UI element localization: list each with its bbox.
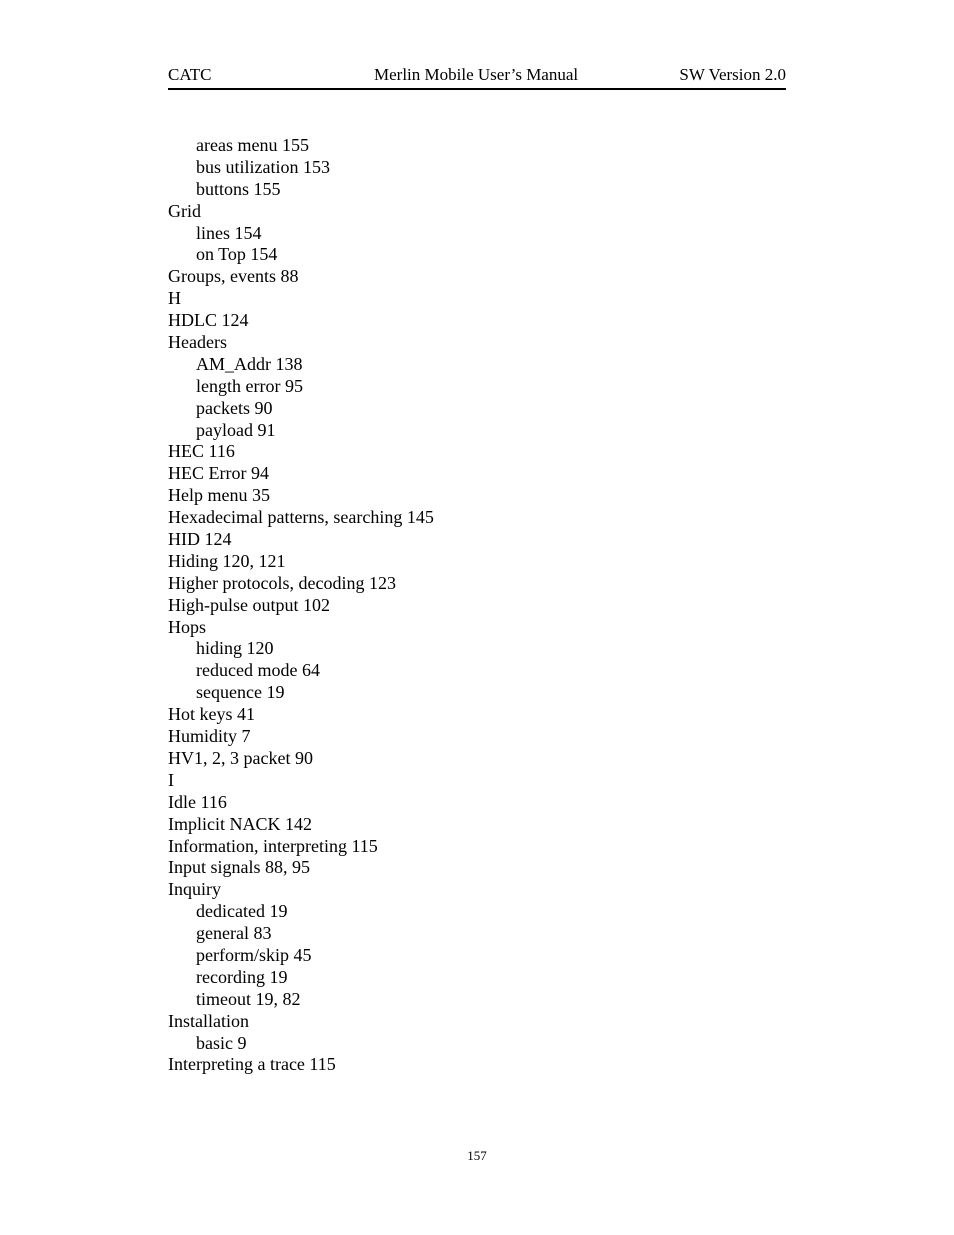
index-subentry: lines 154 (196, 222, 262, 243)
index-subentry: timeout 19, 82 (196, 988, 301, 1009)
index-entry: Hops (168, 616, 207, 637)
header-version: SW Version 2.0 (679, 65, 786, 84)
index-entry: HEC Error 94 (168, 463, 269, 484)
index-subentry: buttons 155 (196, 178, 281, 199)
index-subentry: general 83 (196, 923, 272, 944)
index-entry: HDLC 124 (168, 310, 249, 331)
index-entry: Idle 116 (168, 791, 227, 812)
index-subentry: perform/skip 45 (196, 944, 312, 965)
index-entry: Grid (168, 200, 201, 221)
index-subentry: bus utilization 153 (196, 156, 330, 177)
index-entry: I (168, 769, 174, 790)
index-list (168, 134, 786, 1075)
index-subentry: sequence 19 (196, 682, 285, 703)
index-subentry: length error 95 (196, 375, 303, 396)
index-entry: Input signals 88, 95 (168, 857, 310, 878)
index-entry: High-pulse output 102 (168, 594, 330, 615)
index-subentry: AM_Addr 138 (196, 353, 303, 374)
index-entry: Headers (168, 332, 227, 353)
index-entry: Higher protocols, decoding 123 (168, 572, 396, 593)
index-entry: HID 124 (168, 529, 232, 550)
index-subentry: dedicated 19 (196, 901, 288, 922)
header-manual-title: Merlin Mobile User’s Manual (374, 65, 579, 84)
index-subentry: reduced mode 64 (196, 660, 320, 681)
index-entry: HEC 116 (168, 441, 235, 462)
page-number: 157 (467, 1148, 487, 1163)
index-entry: Hiding 120, 121 (168, 550, 286, 571)
index-subentry: areas menu 155 (196, 135, 309, 155)
header-company: CATC (168, 65, 212, 84)
index-entry: Implicit NACK 142 (168, 813, 312, 834)
index-entry: Help menu 35 (168, 485, 270, 506)
index-entry: Humidity 7 (168, 726, 251, 747)
index-entry: Information, interpreting 115 (168, 835, 378, 856)
index-subentry: basic 9 (196, 1032, 247, 1053)
index-entry: Hot keys 41 (168, 704, 255, 725)
index-subentry: recording 19 (196, 966, 288, 987)
index-entry: HV1, 2, 3 packet 90 (168, 747, 313, 768)
index-subentry: packets 90 (196, 397, 273, 418)
index-entry: Inquiry (168, 879, 221, 900)
index-subentry: hiding 120 (196, 638, 274, 659)
index-entry: Groups, events 88 (168, 266, 299, 287)
index-entry: Hexadecimal patterns, searching 145 (168, 507, 434, 528)
index-entry: H (168, 288, 181, 309)
index-subentry: on Top 154 (196, 244, 278, 265)
index-entry: Interpreting a trace 115 (168, 1054, 336, 1075)
index-entry: Installation (168, 1010, 249, 1031)
page-header (168, 64, 786, 90)
index-subentry: payload 91 (196, 419, 276, 440)
